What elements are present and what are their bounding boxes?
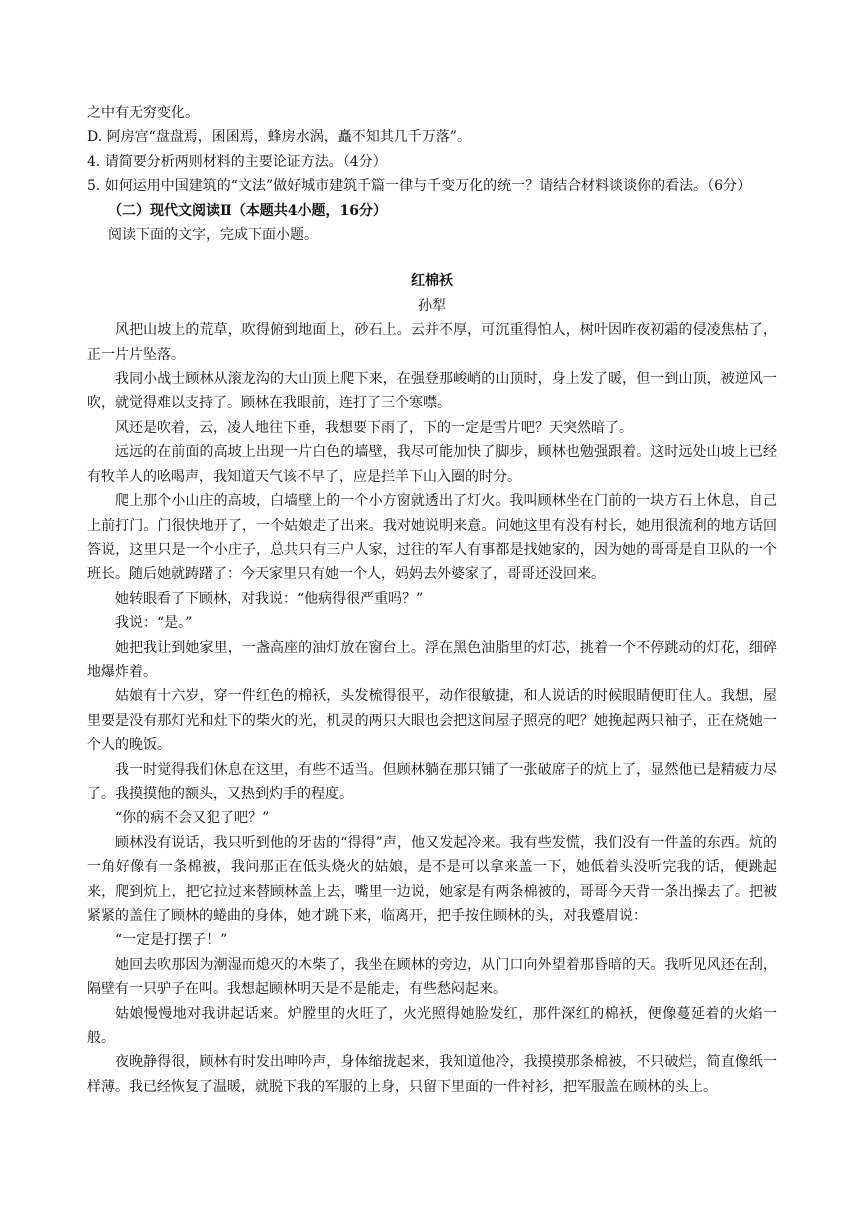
option-d: D. 阿房宫“盘盘焉，囷囷焉，蜂房水涡，矗不知其几千万落”。 xyxy=(87,129,471,146)
story-paragraph: 她把我让到她家里，一盏高座的油灯放在窗台上。浮在黑色油脂里的灯芯，挑着一个不停跳动的灯花，细碎地爆炸着。 xyxy=(87,639,777,680)
previous-text-line: 之中有无穷变化。 xyxy=(87,105,199,121)
story-paragraph: 爬上那个小山庄的高坡，白墙壁上的一个小方窗就透出了灯火。我叫顾林坐在门前的一块方石上休息，自己上前打门。门很快地开了，一个姑娘走了出来。我对她说明来意。问她这里有没有村长，她用很流利的地方话回答说，这里只是一个小庄子，总共只有三户人家，过往的军人有事都是找她家的，因为她的哥哥是自卫队的一个班长。随后她就踌躇了：今天家里只有她一个人，妈妈去外婆家了，哥哥还没回来。 xyxy=(87,493,777,583)
story-paragraph: 夜晚静得很，顾林有时发出呻吟声，身体缩拢起来，我知道他冷，我摸摸那条棉被，不只破烂，简直像纸一样薄。我已经恢复了温暖，就脱下我的军服的上身，只留下里面的一件衬衫，把军服盖在顾林的头上。 xyxy=(87,1054,777,1095)
story-title: 红棉袄 xyxy=(411,273,453,290)
story-paragraph: 我一时觉得我们休息在这里，有些不适当。但顾林躺在那只铺了一张破席子的炕上了，显然他已是精疲力尽了。我摸摸他的额头，又热到灼手的程度。 xyxy=(87,761,777,802)
story-paragraph: “一定是打摆子！” xyxy=(115,932,228,949)
document-page xyxy=(87,101,777,1099)
story-paragraph: 风把山坡上的荒草，吹得俯到地面上，砂石上。云并不厚，可沉重得怕人，树叶因昨夜初霜的侵凌焦枯了，正一片片坠落。 xyxy=(87,322,777,363)
story-paragraph: 风还是吹着，云，凌人地往下垂，我想要下雨了，下的一定是雪片吧？天突然暗了。 xyxy=(115,419,633,436)
story-paragraph: 我同小战士顾林从滚龙沟的大山顶上爬下来，在强登那峻峭的山顶时，身上发了暖，但一到山顶，被逆风一吹，就觉得难以支持了。顾林在我眼前，连打了三个寒噤。 xyxy=(87,371,777,412)
question-4: 4. 请简要分析两则材料的主要论证方法。（4分） xyxy=(87,153,387,170)
story-paragraph: 她转眼看了下顾林，对我说：“他病得很严重吗？” xyxy=(115,590,424,607)
story-paragraph: 姑娘有十六岁，穿一件红色的棉袄，头发梳得很平，动作很敏捷，和人说话的时候眼睛便盯住人。我想，屋里要是没有那灯光和灶下的柴火的光，机灵的两只大眼也会把这间屋子照亮的吧？她挽起两只袖子，正在烧她一个人的晚饭。 xyxy=(87,688,777,754)
story-paragraph: 她回去吹那因为潮湿而熄灭的木柴了，我坐在顾林的旁边，从门口向外望着那昏暗的天。我听见风还在刮，隔壁有一只驴子在叫。我想起顾林明天是不是能走，有些愁闷起来。 xyxy=(87,956,777,998)
story-paragraph: 顾林没有说话，我只听到他的牙齿的“得得”声，他又发起冷来。我有些发慌，我们没有一件盖的东西。炕的一角好像有一条棉被，我问那正在低头烧火的姑娘，是不是可以拿来盖一下，她低着头没听完我的话，便跳起来，爬到炕上，把它拉过来替顾林盖上去，嘴里一边说，她家是有两条棉被的，哥哥今天背一条出操去了。把被紧紧的盖住了顾林的蜷曲的身体，她才跳下来，临离开，把手按住顾林的头，对我蹙眉说： xyxy=(87,834,777,924)
story-paragraph: 姑娘慢慢地对我讲起话来。炉膛里的火旺了，火光照得她脸发红，那件深红的棉袄，便像蔓延着的火焰一般。 xyxy=(87,1005,777,1047)
story-author: 孙犁 xyxy=(418,297,446,314)
story-paragraph: 远远的在前面的高坡上出现一片白色的墙壁，我尽可能加快了脚步，顾林也勉强跟着。这时远处山坡上已经有牧羊人的吆喝声，我知道天气该不早了，应是拦羊下山入圈的时分。 xyxy=(87,444,777,485)
section-heading: （二）现代文阅读Ⅱ（本题共4小题，16分） xyxy=(108,202,388,219)
question-5: 5. 如何运用中国建筑的“文法”做好城市建筑千篇一律与千变万化的统一？请结合材料谈谈你的看法。（6分） xyxy=(87,178,752,195)
section-instruction: 阅读下面的文字，完成下面小题。 xyxy=(108,227,318,244)
story-paragraph: “你的病不会又犯了吧？” xyxy=(115,810,270,827)
story-paragraph: 我说：“是。” xyxy=(115,615,193,632)
